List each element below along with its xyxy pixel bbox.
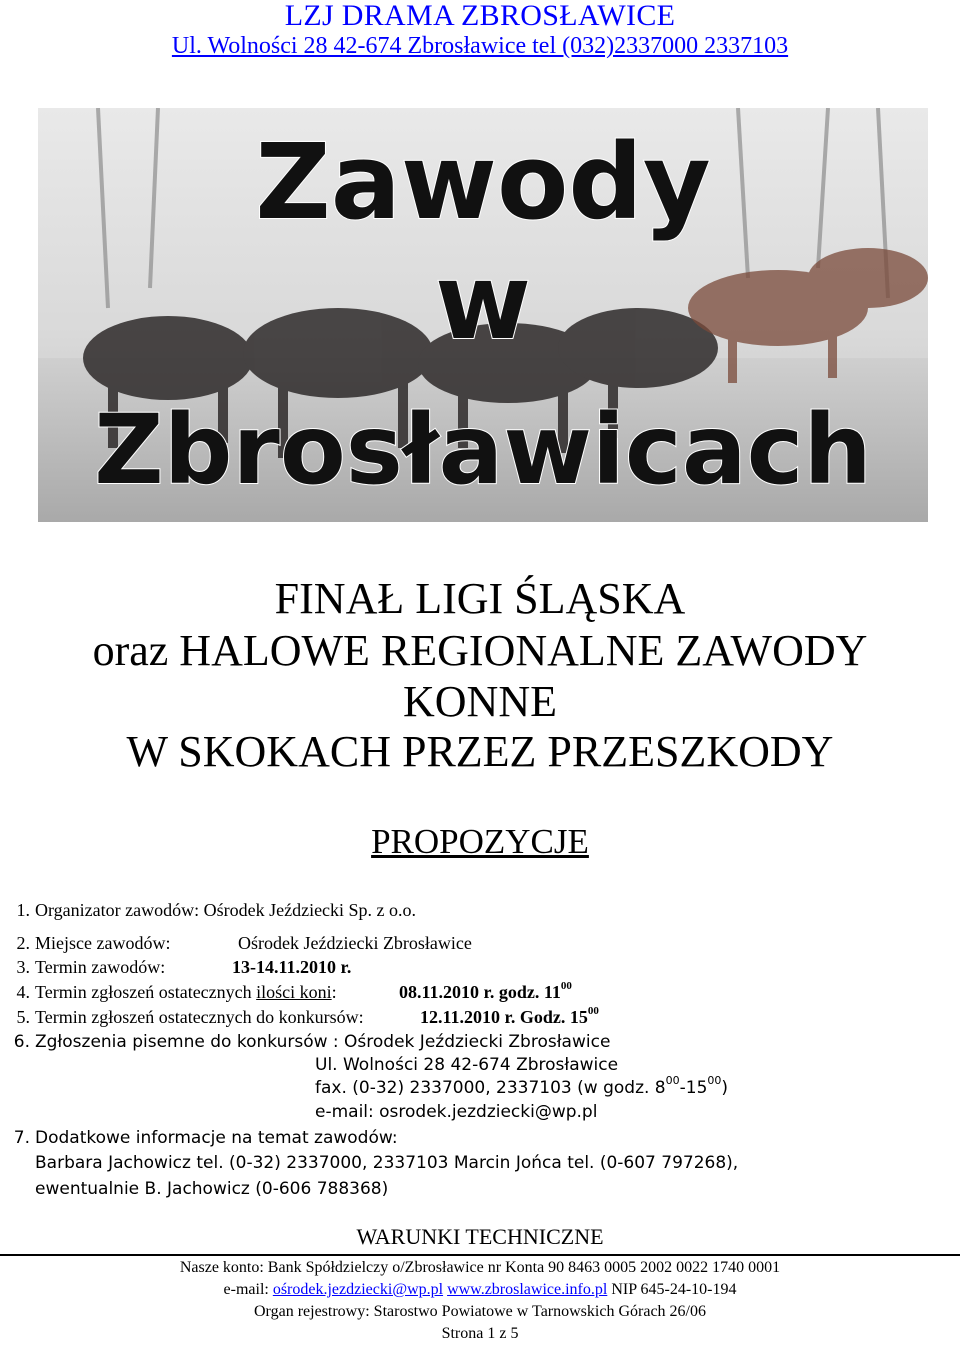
title-line-4: W SKOKACH PRZEZ PRZESZKODY (126, 727, 834, 776)
banner-image (38, 108, 928, 522)
section-heading-warunki: WARUNKI TECHNICZNE (356, 1224, 604, 1249)
footer-contacts: e-mail: ośrodek.jezdziecki@wp.pl www.zbroslawice.info.pl NIP 645-24-10-194 (223, 1281, 737, 1298)
title-line-1: FINAŁ LIGI ŚLĄSKA (274, 574, 686, 623)
title-line-3: KONNE (403, 677, 557, 726)
horses-photo (38, 108, 928, 522)
letterhead (0, 0, 960, 60)
page-footer (0, 1254, 960, 1345)
banner-line-3: Zbrosławicach (94, 394, 872, 506)
footer-email-link[interactable]: ośrodek.jezdziecki@wp.pl (272, 1281, 444, 1298)
org-name: LZJ DRAMA ZBROSŁAWICE (284, 0, 676, 32)
footer-web-link[interactable]: www.zbroslawice.info.pl (447, 1281, 608, 1298)
org-address: Ul. Wolności 28 42-674 Zbrosławice tel (032)2337000 2337103 (171, 33, 789, 59)
page-number: Strona 1 z 5 (441, 1325, 519, 1342)
title-line-2: oraz HALOWE REGIONALNE ZAWODY (92, 626, 868, 675)
section-heading-propozycje: PROPOZYCJE (371, 822, 589, 861)
banner-line-1: Zawody (255, 121, 711, 243)
footer-bank: Nasze konto: Bank Spółdzielczy o/Zbrosławice nr Konta 90 8463 0005 2002 0022 1740 0001 (179, 1259, 781, 1276)
banner-line-2: w (434, 241, 532, 363)
footer-registry: Organ rejestrowy: Starostwo Powiatowe w Tarnowskich Górach 26/06 (254, 1303, 706, 1320)
